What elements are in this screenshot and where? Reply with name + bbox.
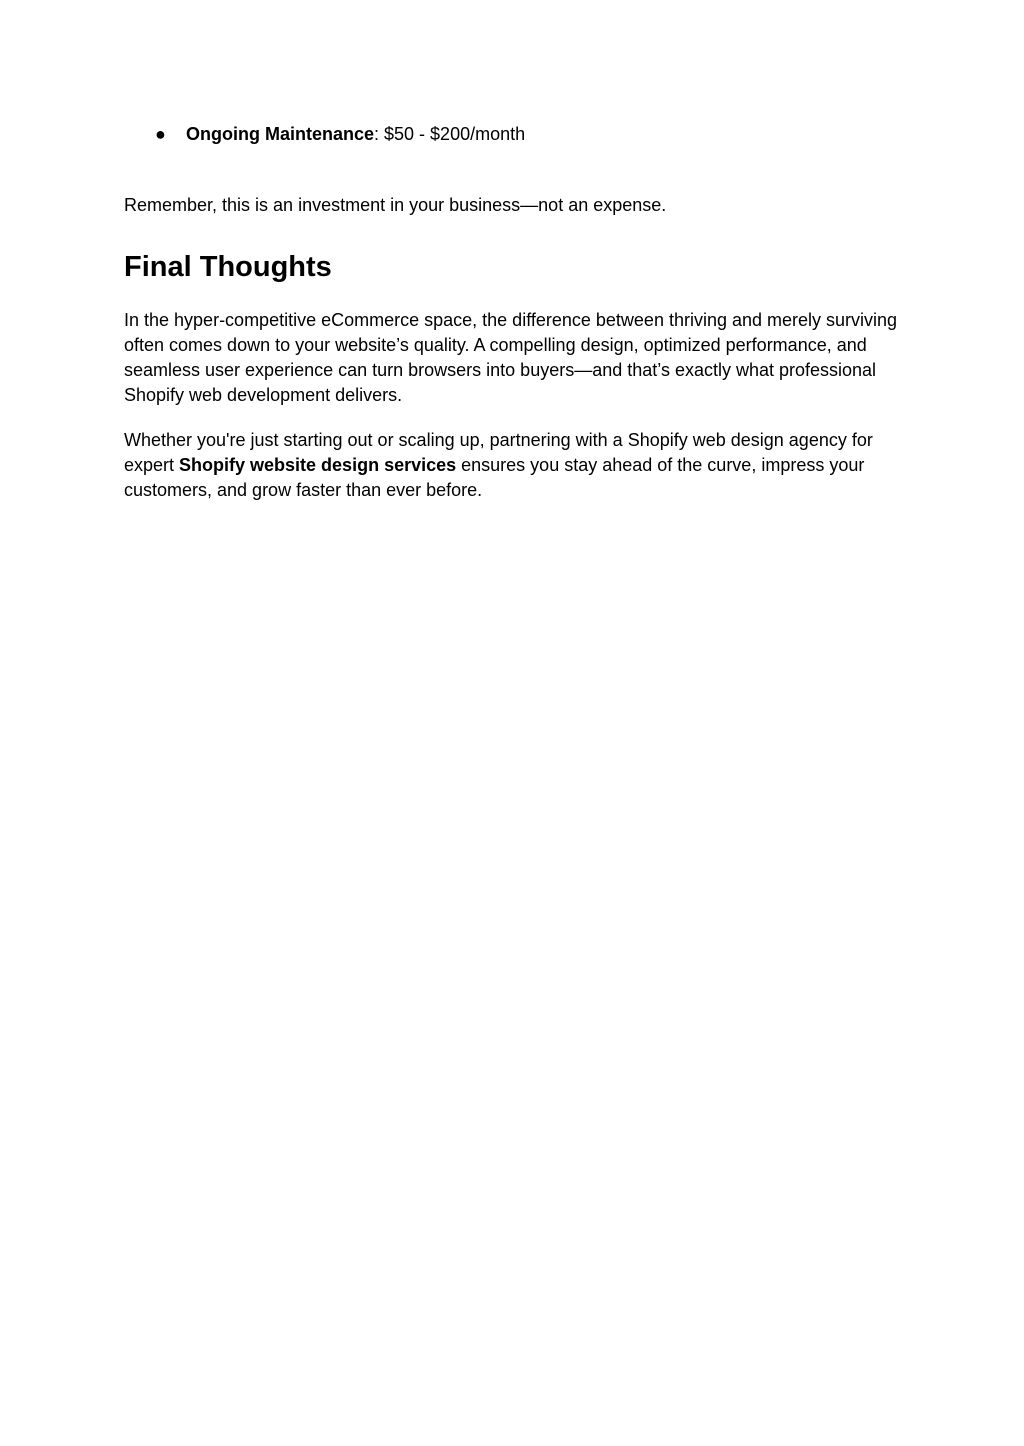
final-paragraph-2 — [124, 428, 904, 503]
remember-paragraph: Remember, this is an investment in your business—not an expense. — [124, 195, 667, 215]
final-paragraph-2-bold: Shopify website design services — [179, 455, 457, 475]
pricing-bullet-list — [124, 122, 904, 147]
final-paragraph-2-before: Whether you're just starting out or scaling up, partnering with a Shopify web design agency for expert — [124, 430, 873, 475]
bullet-text: : $50 - $200/month — [374, 124, 526, 144]
bullet-label: Ongoing Maintenance — [186, 124, 375, 144]
bullet-item-ongoing-maintenance — [124, 122, 904, 147]
final-paragraph-1: In the hyper-competitive eCommerce space, the difference between thriving and merely surviving often comes down to your website’s quality. A compelling design, optimized performance, and seamless user experience can turn browsers into buyers—and that’s exactly what professional Shopify web development delivers. — [124, 310, 898, 405]
bullet-dot-icon: ● — [155, 124, 166, 144]
final-thoughts-heading: Final Thoughts — [124, 251, 332, 283]
final-paragraph-2-after: ensures you stay ahead of the curve, impress your customers, and grow faster than ever before. — [124, 455, 865, 500]
